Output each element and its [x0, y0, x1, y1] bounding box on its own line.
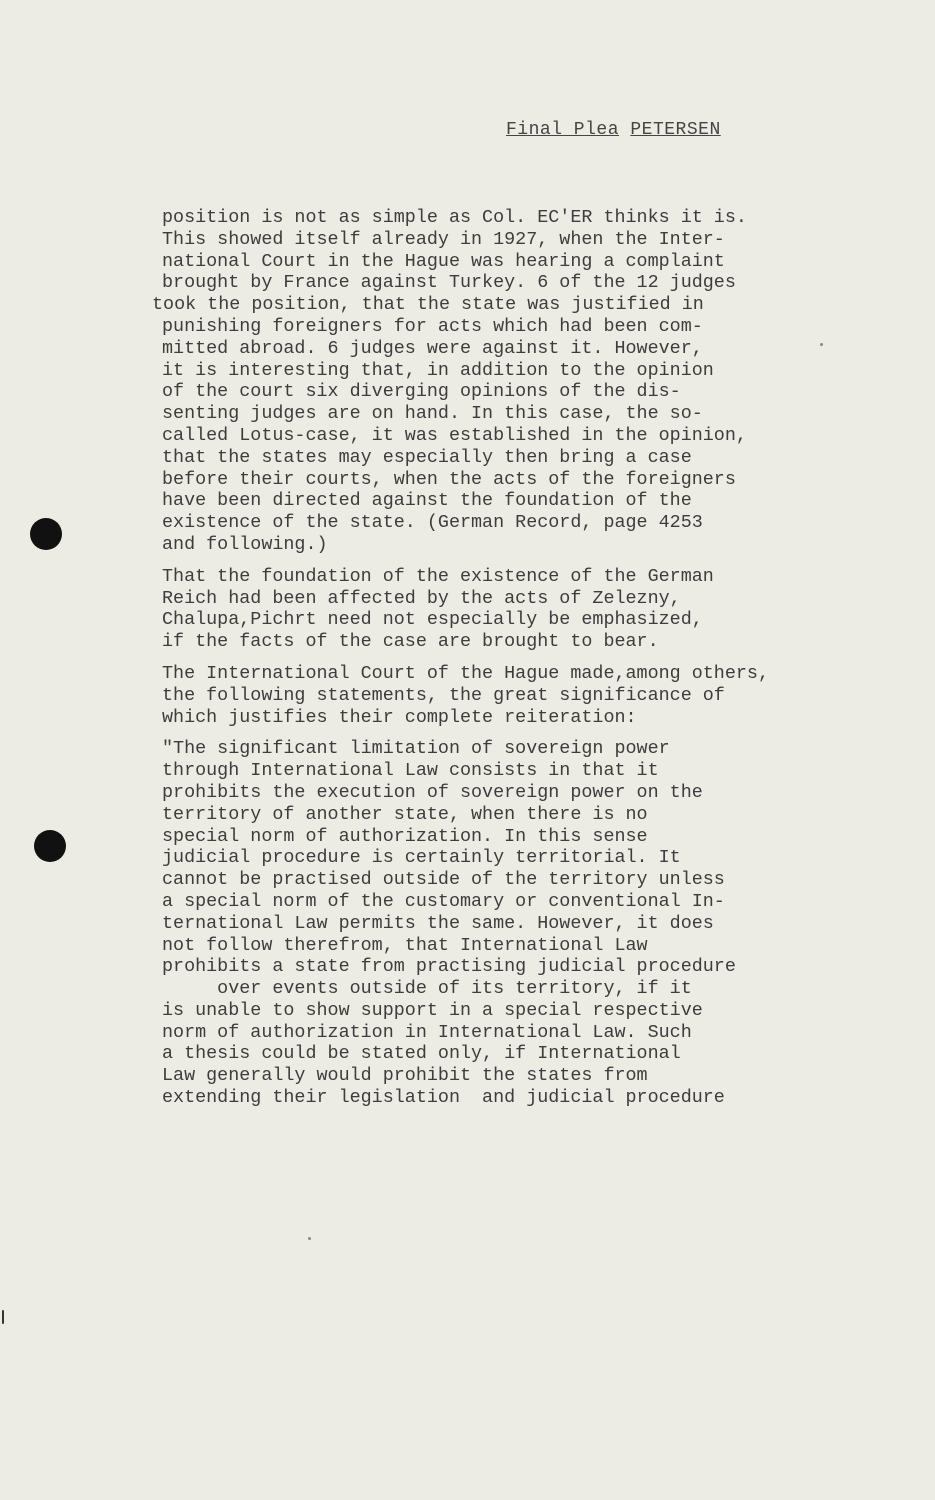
body-text [152, 207, 822, 1119]
text-line: Reich had been affected by the acts of Zelezny, [162, 587, 681, 609]
text-line: This showed itself already in 1927, when the Inter- [162, 228, 725, 250]
text-line: cannot be practised outside of the territory unless [162, 869, 725, 891]
text-line: ternational Law permits the same. However, it does [162, 912, 714, 934]
text-line: a thesis could be stated only, if International [162, 1043, 681, 1065]
paragraph-quotation [162, 738, 822, 1109]
text-line: not follow therefrom, that International Law [162, 934, 648, 956]
text-line: through International Law consists in that it [162, 760, 659, 782]
text-line: if the facts of the case are brought to bear. [162, 631, 659, 653]
text-line: Law generally would prohibit the states from [162, 1065, 648, 1087]
text-line: existence of the state. (German Record, page 4253 [162, 512, 703, 534]
punch-hole [30, 518, 62, 550]
text-line: before their courts, when the acts of the foreigners [162, 468, 736, 490]
page-header [506, 120, 721, 140]
text-line: and following.) [162, 533, 328, 555]
text-line: special norm of authorization. In this sense [162, 825, 648, 847]
paper-speck [308, 1237, 311, 1240]
text-line: senting judges are on hand. In this case, the so- [162, 403, 703, 425]
text-line: brought by France against Turkey. 6 of the 12 judges [162, 272, 736, 294]
text-line: territory of another state, when there is no [162, 803, 648, 825]
header-label: Final Plea [506, 120, 620, 140]
text-line: the following statements, the great significance of [162, 684, 725, 706]
text-line: prohibits the execution of sovereign power on the [162, 781, 703, 803]
paragraph-court-statements [162, 663, 822, 728]
text-line: it is interesting that, in addition to the opinion [162, 359, 714, 381]
paragraph-german-reich [162, 566, 822, 653]
text-line: judicial procedure is certainly territorial. It [162, 847, 681, 869]
header-name: PETERSEN [630, 120, 721, 140]
text-line: of the court six diverging opinions of the dis- [162, 381, 681, 403]
text-line: Chalupa,Pichrt need not especially be emphasized, [162, 609, 703, 631]
paper-speck [820, 343, 823, 346]
text-line: which justifies their complete reiteration: [162, 706, 637, 728]
text-line: that the states may especially then bring a case [162, 446, 692, 468]
text-line: extending their legislation and judicial procedure [162, 1087, 725, 1109]
text-line: "The significant limitation of sovereign power [162, 738, 670, 760]
text-line: took the position, that the state was justified in [152, 294, 704, 316]
paper-speck [2, 1310, 4, 1324]
text-line: norm of authorization in International Law. Such [162, 1021, 692, 1043]
text-line: have been directed against the foundation of the [162, 490, 692, 512]
text-line: prohibits a state from practising judicial procedure [162, 956, 736, 978]
text-line: That the foundation of the existence of the German [162, 565, 714, 587]
text-line: mitted abroad. 6 judges were against it. However, [162, 337, 703, 359]
punch-hole [34, 830, 66, 862]
text-line: position is not as simple as Col. EC'ER thinks it is. [162, 207, 747, 228]
text-line: punishing foreigners for acts which had been com- [162, 315, 703, 337]
text-line: a special norm of the customary or conventional In- [162, 890, 725, 912]
paragraph-lotus-case [152, 207, 822, 556]
text-line: called Lotus-case, it was established in the opinion, [162, 424, 747, 446]
text-line: national Court in the Hague was hearing a complaint [162, 250, 725, 272]
text-line: The International Court of the Hague made,among others, [162, 662, 769, 684]
text-line: is unable to show support in a special respective [162, 999, 703, 1021]
text-line: over events outside of its territory, if it [162, 978, 692, 1000]
